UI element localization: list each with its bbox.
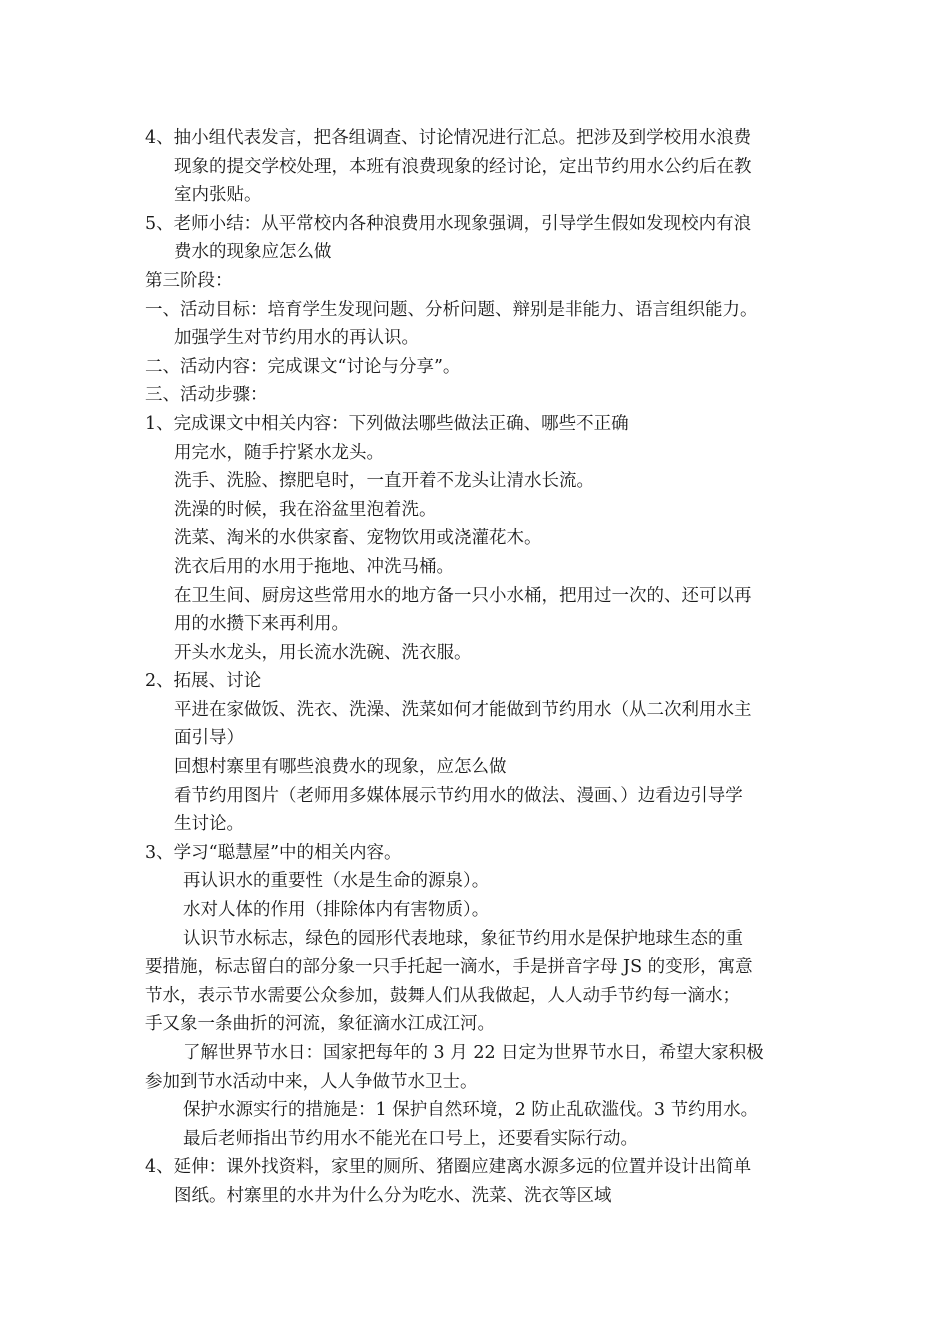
text-line: 4、抽小组代表发言，把各组调查、讨论情况进行汇总。把涉及到学校用水浪费 <box>145 128 752 148</box>
text-line: 水对人体的作用（排除体内有害物质）。 <box>183 900 490 921</box>
text-line: 生讨论。 <box>174 814 244 835</box>
text-line: 二、活动内容：完成课文“讨论与分享”。 <box>145 356 461 377</box>
text-line: 费水的现象应怎么做 <box>174 242 332 263</box>
text-line: 图纸。村寨里的水井为什么分为吃水、洗菜、洗衣等区域 <box>174 1185 612 1206</box>
text-line: 平进在家做饭、洗衣、洗澡、洗菜如何才能做到节约用水（从二次利用水主 <box>174 699 752 720</box>
text-line: 5、老师小结：从平常校内各种浪费用水现象强调，引导学生假如发现校内有浪 <box>145 213 752 234</box>
text-line: 洗手、洗脸、擦肥皂时，一直开着不龙头让清水长流。 <box>174 471 594 492</box>
text-line: 洗菜、淘米的水供家畜、宠物饮用或浇灌花木。 <box>174 528 542 549</box>
document-body <box>145 124 810 1211</box>
text-line: 最后老师指出节约用水不能光在口号上，还要看实际行动。 <box>183 1128 638 1149</box>
text-line: 三、活动步骤： <box>145 385 268 406</box>
text-line: 室内张贴。 <box>174 185 262 206</box>
text-line: 认识节水标志，绿色的园形代表地球，象征节约用水是保护地球生态的重 <box>183 928 743 949</box>
text-line: 回想村寨里有哪些浪费水的现象，应怎么做 <box>174 757 507 778</box>
text-line: 现象的提交学校处理，本班有浪费现象的经讨论，定出节约用水公约后在教 <box>174 156 752 177</box>
text-line: 用完水，随手拧紧水龙头。 <box>174 442 384 463</box>
text-line: 3、学习“聪慧屋”中的相关内容。 <box>145 842 402 863</box>
text-line: 开头水龙头，用长流水洗碗、洗衣服。 <box>174 642 472 663</box>
text-line: 保护水源实行的措施是：1 保护自然环境，2 防止乱砍滥伐。3 节约用水。 <box>183 1100 759 1121</box>
text-line: 洗澡的时候，我在浴盆里泡着洗。 <box>174 499 437 520</box>
text-line: 参加到节水活动中来，人人争做节水卫士。 <box>145 1071 478 1092</box>
text-line: 手又象一条曲折的河流，象征滴水江成江河。 <box>145 1014 495 1035</box>
text-line: 4、延伸：课外找资料，家里的厕所、猪圈应建离水源多远的位置并设计出简单 <box>145 1157 752 1178</box>
text-line: 节水，表示节水需要公众参加，鼓舞人们从我做起，人人动手节约每一滴水； <box>145 985 740 1006</box>
text-line: 在卫生间、厨房这些常用水的地方备一只小水桶，把用过一次的、还可以再 <box>174 585 752 606</box>
text-line: 面引导） <box>174 728 244 749</box>
text-line: 了解世界节水日：国家把每年的 3 月 22 日定为世界节水日，希望大家积极 <box>183 1043 764 1063</box>
text-line: 用的水攒下来再利用。 <box>174 614 349 635</box>
text-line: 1、完成课文中相关内容：下列做法哪些做法正确、哪些不正确 <box>145 413 629 434</box>
text-line: 一、活动目标：培育学生发现问题、分析问题、辩别是非能力、语言组织能力。 <box>145 299 758 320</box>
text-line: 再认识水的重要性（水是生命的源泉）。 <box>183 871 490 892</box>
text-line: 加强学生对节约用水的再认识。 <box>174 328 419 349</box>
text-line: 第三阶段： <box>145 270 233 291</box>
text-line: 洗衣后用的水用于拖地、冲洗马桶。 <box>174 556 454 577</box>
text-line: 要措施，标志留白的部分象一只手托起一滴水，手是拼音字母 JS 的变形，寓意 <box>145 957 753 978</box>
text-line: 2、拓展、讨论 <box>145 671 262 692</box>
text-line: 看节约用图片（老师用多媒体展示节约用水的做法、漫画、）边看边引导学 <box>174 785 743 806</box>
